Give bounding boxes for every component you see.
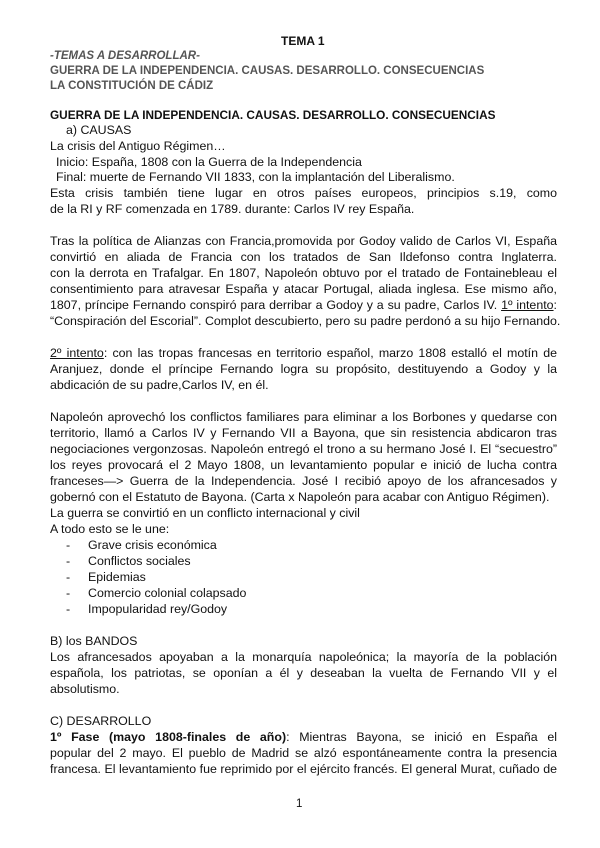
paragraph-line: 1807, príncipe Fernando conspiró para derribar a Godoy y a su padre, Carlos IV. 1º intento: <box>50 298 557 312</box>
paragraph-line: popular del 2 mayo. El pueblo de Madrid se alzó espontáneamente contra la presencia <box>50 746 557 760</box>
paragraph-line: franceses—> Guerra de la Independencia. José I recibió apoyo de los afrancesados y <box>50 474 557 488</box>
paragraph-line: negociaciones vergonzosas. Napoleón entregó el trono a su hermano José I. El “secuestro” <box>50 442 557 456</box>
paragraph-line: gobernó con el Estatuto de Bayona. (Carta x Napoleón para acabar con Antiguo Régimen). <box>50 490 550 504</box>
doc-title: TEMA 1 <box>281 34 325 48</box>
paragraph-line: territorio, llamó a Carlos IV y Fernando VII a Bayona, que sin resistencia abdicaron tras <box>50 426 557 440</box>
phase-label: 1º Fase (mayo 1808-finales de año) <box>50 730 287 744</box>
paragraph-line: española, los patriotas, se oponían a él y deseaban la vuelta de Fernando VII y el <box>50 666 557 680</box>
paragraph-line: de la RI y RF comenzada en 1789. durante: Carlos IV rey España. <box>50 202 415 216</box>
paragraph-line: Los afrancesados apoyaban a la monarquía napoleónica; la mayoría de la población <box>50 650 557 664</box>
topics-label: -TEMAS A DESARROLLAR- <box>50 50 200 62</box>
causas-heading: a) CAUSAS <box>66 123 132 137</box>
final-line: Final: muerte de Fernando VII 1833, con la implantación del Liberalismo. <box>56 170 455 184</box>
bandos-heading: B) los BANDOS <box>50 634 138 648</box>
first-attempt-label: 1º intento <box>501 298 554 312</box>
list-bullet: - <box>66 602 71 616</box>
paragraph-line: abdicación de su padre,Carlos IV, en él. <box>50 378 269 392</box>
list-item-text: Grave crisis económica <box>88 538 217 552</box>
paragraph-line: A todo esto se le une: <box>50 522 170 536</box>
list-item-text: Impopularidad rey/Godoy <box>88 602 228 616</box>
paragraph-line: absolutismo. <box>50 682 120 696</box>
paragraph-line: Tras la política de Alianzas con Francia,promovida por Godoy valido de Carlos VI, España <box>50 234 557 248</box>
list-bullet: - <box>66 570 71 584</box>
crisis-line: La crisis del Antiguo Régimen… <box>50 139 226 153</box>
section-title: GUERRA DE LA INDEPENDENCIA. CAUSAS. DESARROLLO. CONSECUENCIAS <box>50 108 496 122</box>
list-bullet: - <box>66 538 71 552</box>
list-item-text: Comercio colonial colapsado <box>88 586 247 600</box>
second-attempt-label: 2º intento <box>50 346 104 360</box>
paragraph-line: 2º intento: con las tropas francesas en territorio español, marzo 1808 estalló el motín de <box>50 346 557 360</box>
paragraph-line: convirtió en aliada de Francia con los tratados de San Ildefonso contra Inglaterra. <box>50 250 557 264</box>
topic-2: LA CONSTITUCIÓN DE CÁDIZ <box>50 80 214 92</box>
paragraph-line: Napoleón aprovechó los conflictos familiares para eliminar a los Borbones y quedarse con <box>50 410 557 424</box>
list-item-text: Epidemias <box>88 570 146 584</box>
desarrollo-heading: C) DESARROLLO <box>50 714 152 728</box>
list-bullet: - <box>66 554 71 568</box>
paragraph-line: con la derrota en Trafalgar. En 1807, Napoleón obtuvo por el tratado de Fontainebleau el <box>50 266 557 280</box>
paragraph-line: La guerra se convirtió en un conflicto internacional y civil <box>50 506 360 520</box>
paragraph-line: Aranjuez, donde el príncipe Fernando logra su propósito, destituyendo a Godoy y la <box>50 362 557 376</box>
paragraph-line: francesa. El levantamiento fue reprimido por el ejército francés. El general Murat, cuñado de <box>50 762 557 776</box>
paragraph-line: consentimiento para atravesar España y atacar Portugal, aliada inglesa. Ese mismo año, <box>50 282 557 296</box>
inicio-line: Inicio: España, 1808 con la Guerra de la Independencia <box>56 155 362 169</box>
topic-1: GUERRA DE LA INDEPENDENCIA. CAUSAS. DESARROLLO. CONSECUENCIAS <box>50 65 485 77</box>
list-bullet: - <box>66 586 71 600</box>
paragraph-line: 1º Fase (mayo 1808-finales de año): Mientras Bayona, se inició en España el <box>50 730 557 744</box>
page-number: 1 <box>296 798 303 810</box>
list-item-text: Conflictos sociales <box>88 554 191 568</box>
paragraph-line: Esta crisis también tiene lugar en otros países europeos, principios s.19, como <box>50 186 557 200</box>
paragraph-line: los reyes provocará el 2 Mayo 1808, un levantamiento popular e inició de lucha contra <box>50 458 557 472</box>
paragraph-line: “Conspiración del Escorial”. Complot descubierto, pero su padre perdonó a su hijo Fernando. <box>50 314 561 328</box>
